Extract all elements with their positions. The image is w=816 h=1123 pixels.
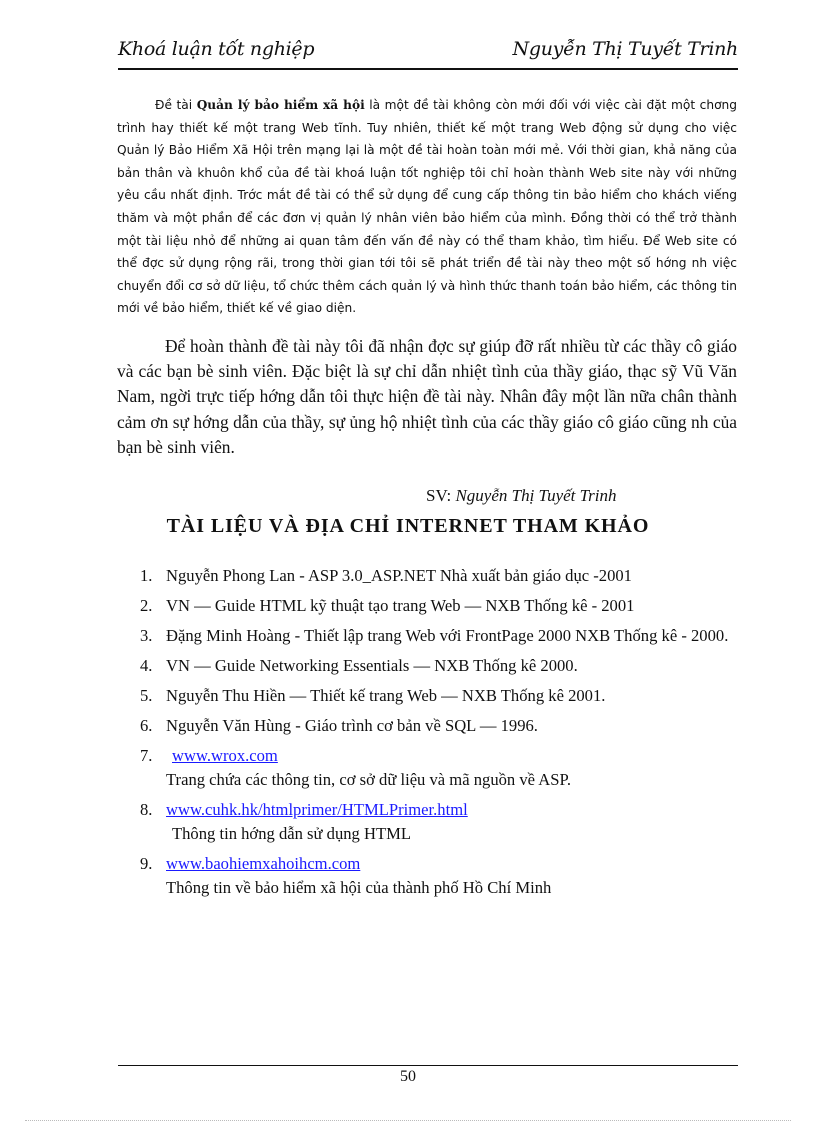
signature xyxy=(426,486,617,506)
reference-description: Trang chứa các thông tin, cơ sở dữ liệu và mã nguồn về ASP. xyxy=(166,770,572,789)
reference-item xyxy=(140,564,740,588)
reference-link-htmlprimer[interactable]: www.cuhk.hk/htmlprimer/HTMLPrimer.html xyxy=(166,800,468,819)
header-left-title: Khoá luận tốt nghiệp xyxy=(118,38,315,60)
reference-number: 7. xyxy=(140,746,153,765)
reference-item xyxy=(140,654,740,678)
reference-item xyxy=(140,594,740,618)
signature-prefix: SV: xyxy=(426,486,452,505)
header-right-author: Nguyễn Thị Tuyết Trinh xyxy=(512,38,738,60)
page-edge-dots xyxy=(25,1120,791,1121)
header-rule xyxy=(118,68,738,70)
reference-link-wrox[interactable]: www.wrox.com xyxy=(172,746,278,765)
references-list xyxy=(140,564,740,906)
intro-body: là một đề tài không còn mới đối với việc cài đặt một chơng trình hay thiết kế một trang Web tĩnh. Tuy nhiên, thiết kế một trang Web động sử dụng cho việc Quản lý Bảo Hiểm Xã Hội trên mạng lại là một đề tài hoàn toàn mới mẻ. Với thời gian, khả năng của bản thân và khuôn khổ của đề tài khoá luận tốt nghiệp tôi chỉ hoàn thành Web site này với những yêu cầu nhất định. Trớc mắt đề tài có thể sử dụng để cung cấp thông tin bảo hiểm cho khách viếng thăm và một phần để các đơn vị quản lý nhân viên bảo hiểm của mình. Đồng thời có thể trở thành một tài liệu nhỏ để những ai quan tâm đến vấn đề này có thể tham khảo, tìm hiểu. Để Web site có thể đợc sử dụng rộng rãi, trong thời gian tới tôi sẽ phát triển đề tài này theo một số hớng nh việc chuyển đổi cơ sở dữ liệu, tổ chức thêm cách quản lý và hình thức thanh toán bảo hiểm, các thông tin mới về bảo hiểm, thiết kế về giao diện. xyxy=(117,98,737,316)
reference-item xyxy=(140,798,740,846)
reference-number: 9. xyxy=(140,854,153,873)
reference-text: Đặng Minh Hoàng - Thiết lập trang Web với FrontPage 2000 NXB Thống kê - 2000. xyxy=(166,626,729,645)
reference-description: Thông tin về bảo hiểm xã hội của thành phố Hồ Chí Minh xyxy=(166,878,552,897)
intro-lead: Đề tài xyxy=(155,98,197,112)
reference-item xyxy=(140,852,740,900)
reference-number: 4. xyxy=(140,656,153,675)
intro-topic-bold: Quản lý bảo hiểm xã hội xyxy=(196,98,365,112)
reference-number: 5. xyxy=(140,686,153,705)
signature-name: Nguyễn Thị Tuyết Trinh xyxy=(455,486,617,505)
reference-number: 8. xyxy=(140,800,153,819)
reference-number: 2. xyxy=(140,596,153,615)
acknowledgement-paragraph: Để hoàn thành đề tài này tôi đã nhận đợc sự giúp đỡ rất nhiều từ các thầy cô giáo và các bạn bè sinh viên. Đặc biệt là sự chỉ dẫn nhiệt tình của thầy giáo, thạc sỹ Vũ Văn Nam, ngời trực tiếp hớng dẫn tôi thực hiện đề tài này. Nhân đây một lần nữa chân thành cảm ơn sự hớng dẫn của thầy, sự ủng hộ nhiệt tình của các thầy giáo cô giáo cũng nh của bạn bè sinh viên. xyxy=(117,336,737,457)
reference-text: Nguyễn Thu Hiền — Thiết kế trang Web — NXB Thống kê 2001. xyxy=(166,686,606,705)
reference-text: VN — Guide HTML kỹ thuật tạo trang Web — NXB Thống kê - 2001 xyxy=(166,596,635,615)
footer-rule xyxy=(118,1065,738,1066)
reference-item xyxy=(140,744,740,792)
reference-number: 3. xyxy=(140,626,153,645)
reference-item xyxy=(140,714,740,738)
reference-number: 1. xyxy=(140,566,153,585)
reference-item xyxy=(140,624,740,648)
page-header xyxy=(118,38,738,68)
references-title: TÀI LIỆU VÀ ĐỊA CHỈ INTERNET THAM KHẢO xyxy=(166,515,650,537)
reference-text: VN — Guide Networking Essentials — NXB Thống kê 2000. xyxy=(166,656,578,675)
reference-item xyxy=(140,684,740,708)
reference-link-baohiem[interactable]: www.baohiemxahoihcm.com xyxy=(166,854,361,873)
intro-paragraph xyxy=(117,94,737,320)
page-number: 50 xyxy=(400,1068,416,1085)
reference-text: Nguyễn Phong Lan - ASP 3.0_ASP.NET Nhà xuất bản giáo dục -2001 xyxy=(166,566,632,585)
reference-number: 6. xyxy=(140,716,153,735)
reference-description: Thông tin hớng dẫn sử dụng HTML xyxy=(172,824,412,843)
reference-text: Nguyễn Văn Hùng - Giáo trình cơ bản về SQL — 1996. xyxy=(166,716,538,735)
